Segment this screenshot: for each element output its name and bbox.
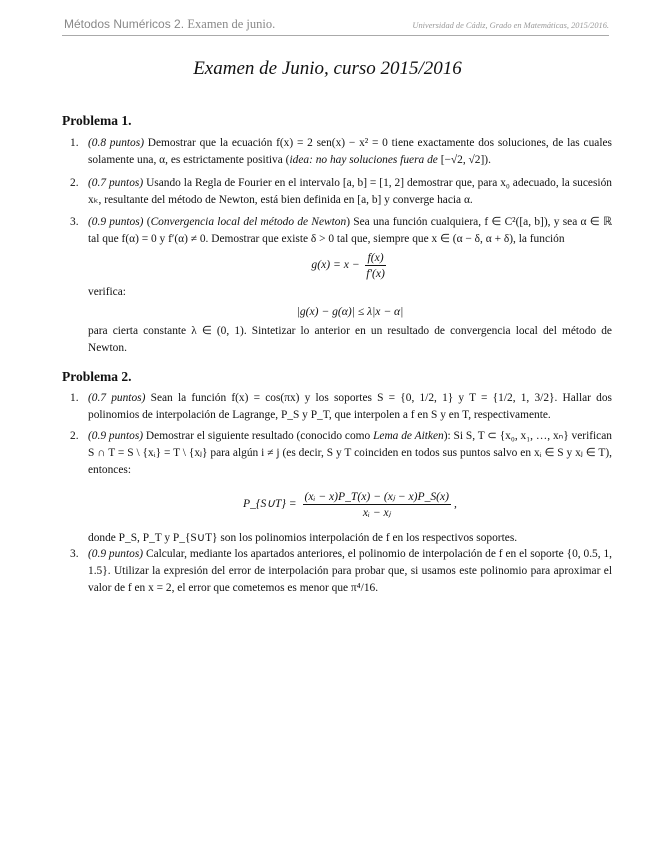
item-points: (0.7 puntos) — [88, 392, 146, 404]
item-points: (0.9 puntos) — [88, 430, 144, 442]
page-title: Examen de Junio, curso 2015/2016 — [193, 58, 462, 79]
item-mid-text: verifica: — [88, 286, 126, 298]
item-number: 3. — [70, 216, 79, 228]
equation-aitken-lhs: P_{S∪T} = — [243, 497, 297, 511]
equation-aitken-tail: , — [454, 497, 457, 511]
fraction-numerator: f(x) — [367, 251, 384, 264]
fraction-denominator: xᵢ − xⱼ — [362, 506, 391, 519]
item-end-text: para cierta constante λ ∈ (0, 1). Sintetizar lo anterior en un resultado de convergencia local del método de Newton. — [88, 325, 612, 354]
item-subtitle: Convergencia local del método de Newton — [150, 216, 347, 228]
item-text: Sean la función f(x) = cos(πx) y los soportes S = {0, 1/2, 1} y T = {1/2, 1, 3/2}. Hallar dos polinomios de interpolación de Lagrange, P_S y P_T, que interpolen a f en S y en T, respectivamente. — [88, 392, 612, 421]
problem-1-item-3: 3. (0.9 puntos) (Convergencia local del método de Newton) Sea una función cualquiera, f ∈ C²([a, b]), y sea α ∈ ℝ tal que f(α) = 0 y f′(α) ≠ 0. Demostrar que existe δ > 0 tal que, siempre que x ∈ (α − δ, α + δ), la función g(x) = x − $\frac{f(x)}{f'(x)}$ verifica: |g(x) − g(α)| ≤ λ|x − α| para cierta constante λ ∈ (0, 1). Sintetizar lo anterior en un resultado de convergencia local del método de Newton. — [70, 214, 612, 357]
equation-aitken-fraction — [303, 489, 452, 520]
problem-1-item-2 — [70, 175, 612, 209]
item-number: 3. — [70, 548, 79, 560]
header-exam: Examen de junio. — [187, 17, 276, 31]
item-number: 1. — [70, 392, 79, 404]
item-points: (0.8 puntos) — [88, 137, 144, 149]
item-number: 2. — [70, 177, 79, 189]
item-text: Sea una función cualquiera, f ∈ C²([a, b]), y sea α ∈ ℝ tal que f(α) = 0 y f′(α) ≠ 0. Demostrar que existe δ > 0 tal que, siempre que x ∈ (α − δ, α + δ), la función — [88, 216, 612, 245]
header-rule — [62, 35, 609, 36]
item-points: (0.9 puntos) — [88, 216, 144, 228]
item-points: (0.9 puntos) — [88, 548, 144, 560]
problem-1-item-1 — [70, 135, 612, 169]
header-right: Universidad de Cádiz, Grado en Matemáticas, 2015/2016. — [412, 21, 609, 30]
equation-g-lhs: g(x) = x − — [311, 258, 360, 272]
item-number: 2. — [70, 430, 79, 442]
item-hint-tail: [−√2, √2]). — [440, 154, 491, 166]
equation-g — [88, 250, 612, 281]
equation-g-fraction — [365, 250, 385, 281]
header-course: Métodos Numéricos 2. — [64, 17, 185, 31]
item-text: Demostrar que la ecuación f(x) = 2 sen(x) − x² = 0 tiene exactamente dos soluciones, de las cuales solamente una, α, es estrictamente positiva ( — [88, 137, 612, 166]
item-text: Calcular, mediante los apartados anteriores, el polinomio de interpolación de f en el soporte {0, 0.5, 1, 1.5}. Utilizar la expresión del error de interpolación para probar que, si usamos este polinomio para aproximar el valor de f en x = 2, el error que cometemos es menor que π⁴/16. — [88, 548, 613, 594]
header-left — [64, 17, 275, 32]
equation-contraction: |g(x) − g(α)| ≤ λ|x − α| — [296, 305, 404, 318]
item-number: 1. — [70, 137, 79, 149]
item-text-a: Demostrar el siguiente resultado (conocido como — [145, 430, 371, 442]
item-hint: idea: no hay soluciones fuera de — [289, 154, 438, 166]
fraction-denominator: f′(x) — [366, 267, 385, 280]
item-text: Usando la Regla de Fourier en el intervalo [a, b] = [1, 2] demostrar que, para x₀ adecuado, la sucesión xₖ, resultante del método de Newton, está bien definida en [a, b] y converge hacia α. — [88, 177, 612, 206]
equation-aitken — [88, 489, 612, 520]
item-text-b: ): Si S, T ⊂ {x₀, x₁, …, xₙ} verifican S ∩ T = S \ {xᵢ} = T \ {xⱼ} para algún i ≠ j (es decir, S y T coinciden en todos sus puntos salvo en xᵢ ∈ S y xⱼ ∈ T), entonces: — [88, 430, 612, 476]
section-heading-2: Problema 2. — [62, 369, 132, 384]
problem-2-item-1 — [70, 390, 612, 424]
fraction-numerator: (xᵢ − x)P_T(x) − (xⱼ − x)P_S(x) — [304, 490, 450, 503]
item-points: (0.7 puntos) — [88, 177, 144, 189]
item-lemma: Lema de Aitken — [373, 430, 444, 442]
problem-2-item-2 — [70, 428, 612, 547]
problem-2-item-3 — [70, 546, 612, 597]
item-end-text: donde P_S, P_T y P_{S∪T} son los polinomios interpolación de f en los respectivos soportes. — [88, 532, 518, 544]
section-heading-1: Problema 1. — [62, 113, 132, 128]
